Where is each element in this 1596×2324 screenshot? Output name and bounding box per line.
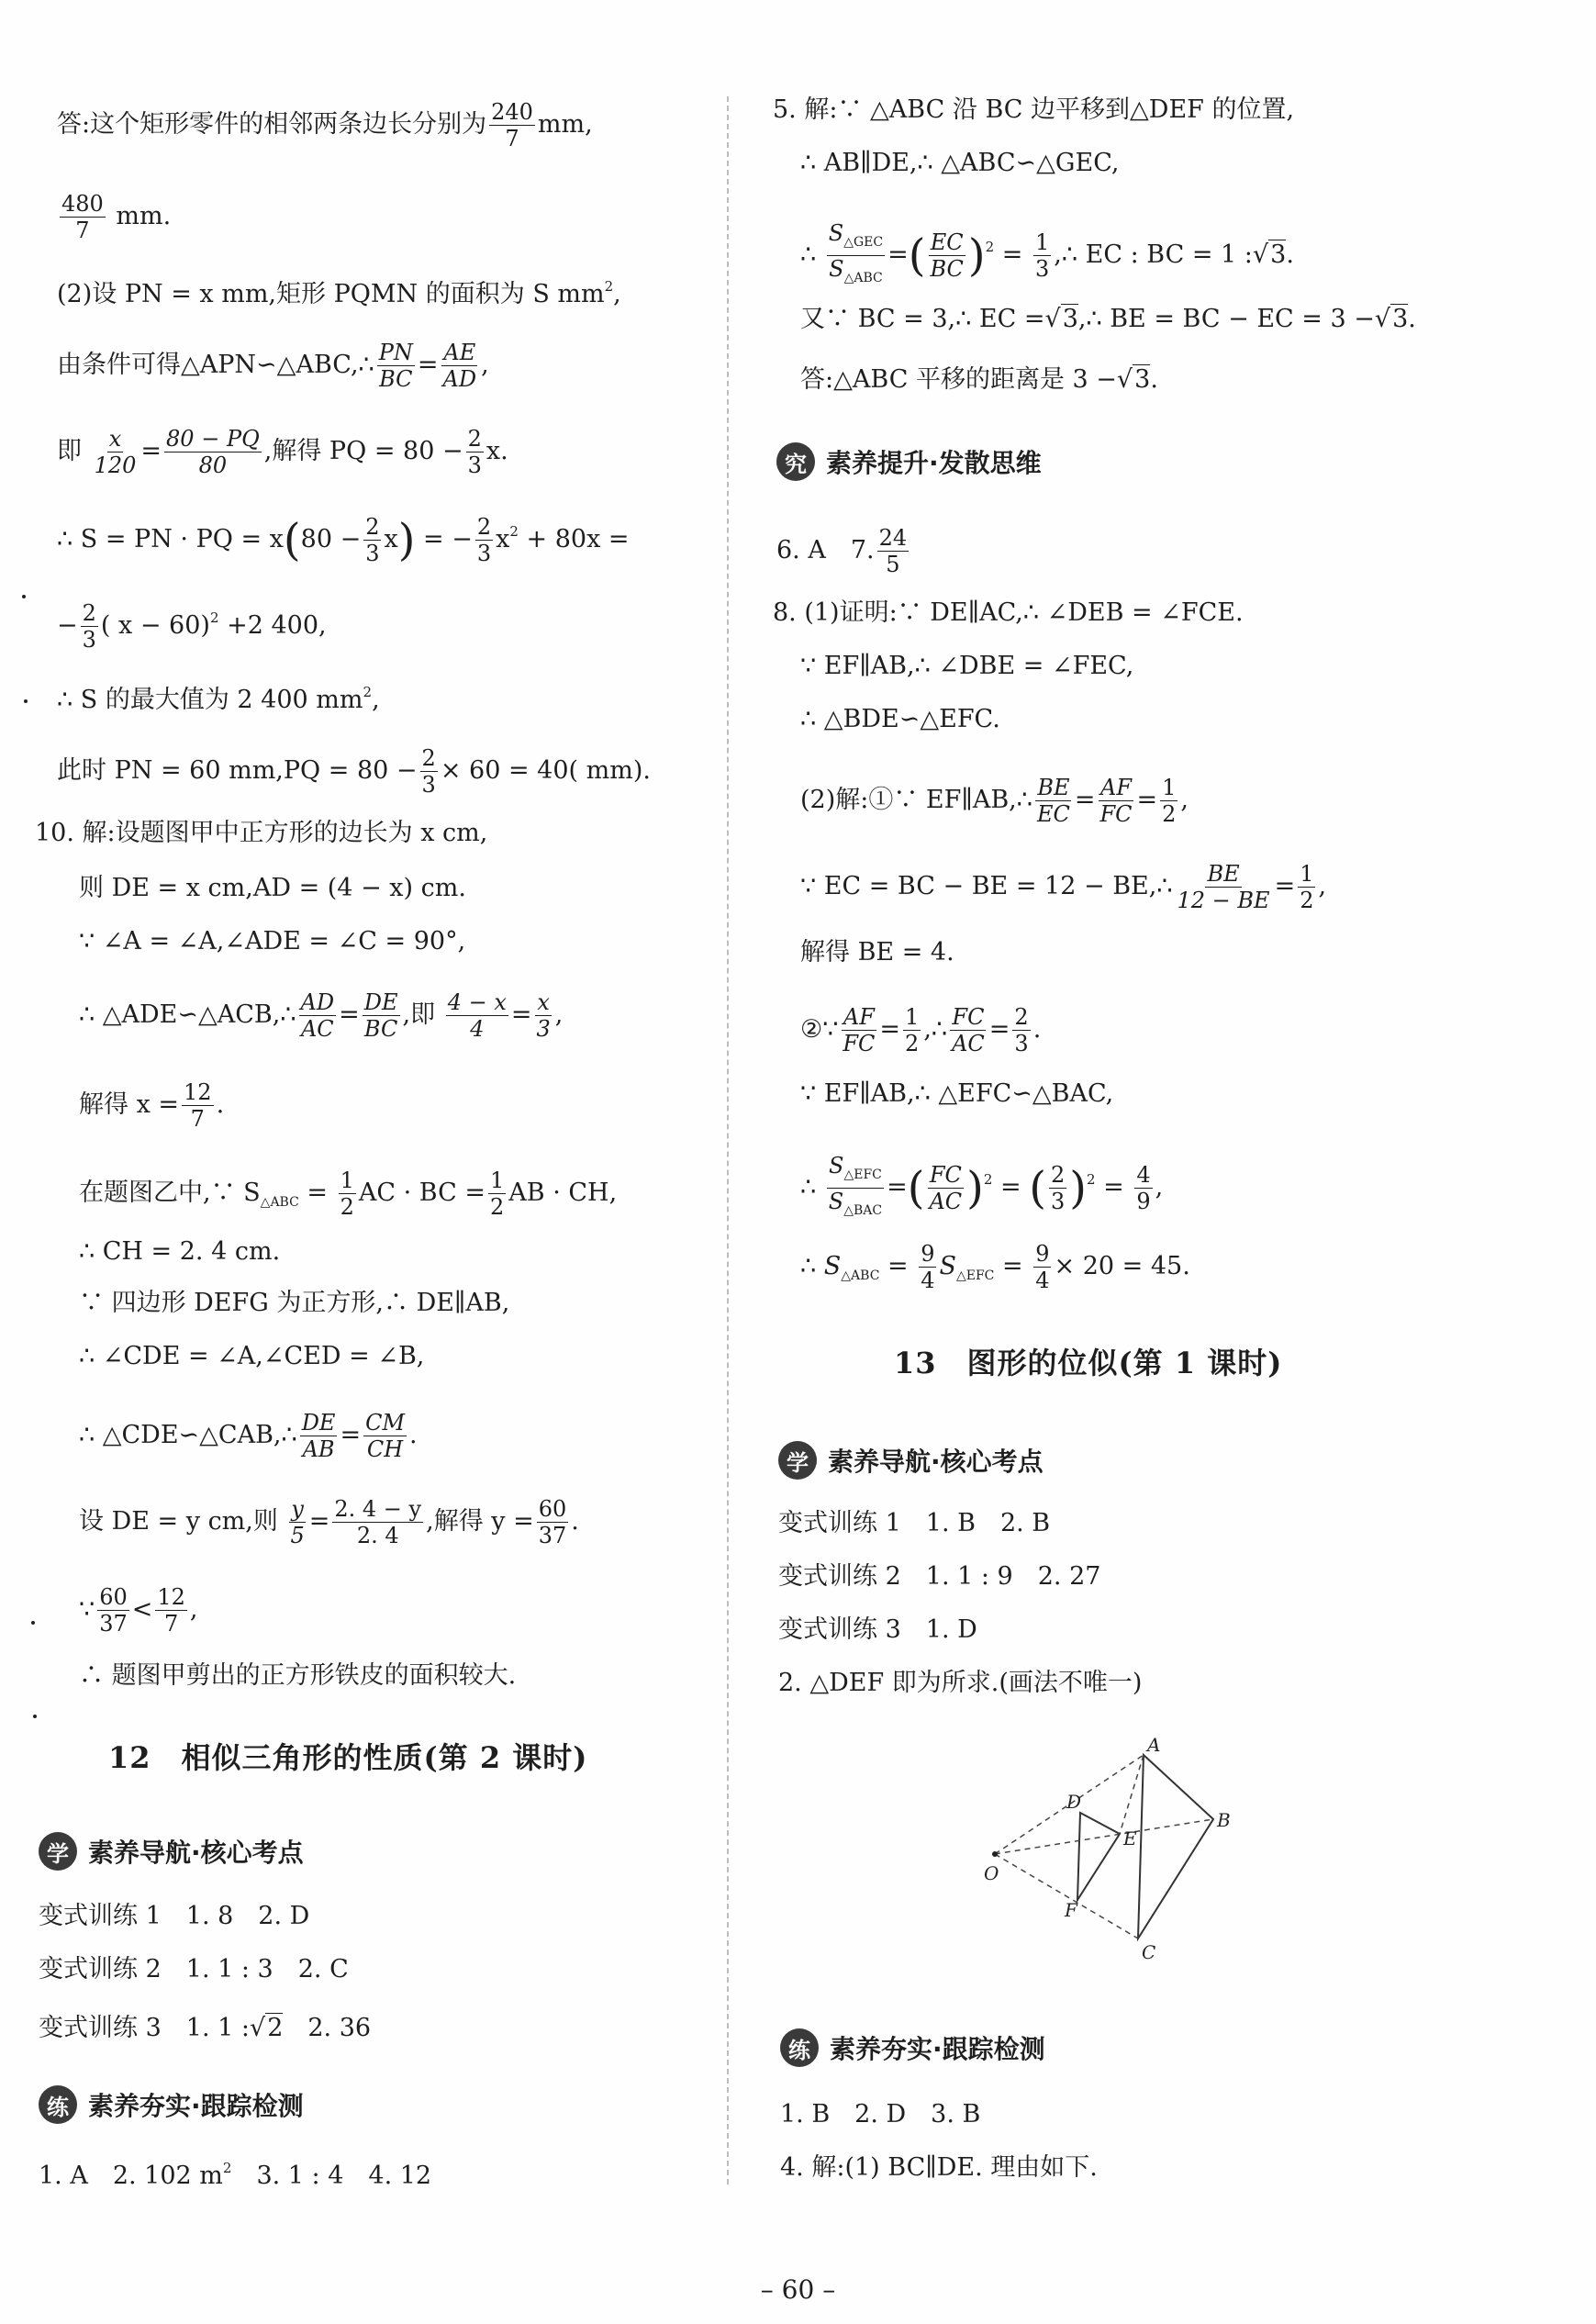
triangle-abc — [1138, 1755, 1213, 1939]
page-number: – 60 – — [760, 2274, 836, 2305]
ray-oc — [995, 1854, 1138, 1939]
solution-line: 此时 PN = 60 mm,PQ = 80 − $\frac{2}{3}$ × 60 = 40( mm). — [57, 745, 651, 798]
fraction: $\frac{240}{7}$ — [491, 99, 533, 151]
section-badge: 学 素养导航·核心考点 — [778, 1441, 1044, 1480]
drill-line: 变式训练 2 1. 1 : 9 2. 27 — [778, 1562, 1101, 1591]
answer-line: $\frac{480}{7}$ mm. — [61, 191, 172, 243]
answer-line: 2. △DEF 即为所求.(画法不唯一) — [778, 1669, 1143, 1697]
section-badge: 学 素养导航·核心考点 — [39, 1832, 304, 1871]
ray-ob — [995, 1819, 1213, 1854]
solution-line: ∴ ∠CDE = ∠A,∠CED = ∠B, — [79, 1342, 425, 1370]
label-o: O — [984, 1862, 999, 1884]
point-o — [992, 1851, 998, 1857]
answer-line: 答:这个矩形零件的相邻两条边长分别为 $\frac{240}{7}$ mm, — [57, 99, 593, 151]
solution-line: 则 DE = x cm,AD = (4 − x) cm. — [79, 874, 466, 902]
solution-line: ∴ S 的最大值为 2 400 $mm^2$, — [57, 684, 380, 714]
solution-line: ∵ EF∥AB,∴ ∠DBE = ∠FEC, — [800, 652, 1134, 680]
lian-icon: 练 — [39, 2085, 77, 2124]
drill-line: 变式训练 3 1. 1 :√2 2. 36 — [39, 2014, 372, 2042]
answer-line: 4. 解:(1) BC∥DE. 理由如下. — [780, 2153, 1098, 2182]
column-divider — [727, 96, 729, 2184]
solution-line: 即 $\frac{x}{120}$ = $\frac{80 - PQ}{80}$ ,解得 PQ = 80 − $\frac{2}{3}$ x. — [57, 426, 508, 478]
section-title-13: 13 图形的位似(第 1 课时) — [894, 1346, 1283, 1380]
solution-line: ∴ △CDE∽△CAB,∴ $\frac{DE}{AB}$ = $\frac{CM}{CH}$ . — [79, 1410, 418, 1462]
question-5: 5. 解:∵ △ABC 沿 BC 边平移到△DEF 的位置, — [773, 95, 1295, 124]
solution-line: ∴ $\frac{S_{\triangle EFC}}{S_{\triangle BAC}}$ =( $\frac{FC}{AC}$ )$^2$ = ( $\frac{2}{3}$ )$^2$ = $\frac{4}{9}$ , — [800, 1153, 1164, 1218]
triangle-def — [1077, 1813, 1120, 1900]
solution-line: ∵ $\frac{60}{37}$ < $\frac{12}{7}$ , — [79, 1584, 198, 1637]
lian-icon: 练 — [780, 2028, 819, 2067]
solution-line: ∵ 四边形 DEFG 为正方形,∴ DE∥AB, — [79, 1289, 510, 1317]
solution-line: 由条件可得△APN∽△ABC,∴ $\frac{PN}{BC}$ = $\frac{AE}{AD}$ , — [57, 340, 489, 392]
solution-line: − $\frac{2}{3}$ ( x − 60)$^2$ +2 400, — [57, 600, 327, 653]
solution-line: ∴ CH = 2. 4 cm. — [79, 1237, 281, 1266]
solution-line: ∴ $\frac{S_{\triangle GEC}}{S_{\triangle ABC}}$ =( $\frac{EC}{BC}$ )$^2$ = $\frac{1}{3}$ ,∴ EC : BC = 1 :√3. — [800, 220, 1294, 285]
homothety-figure — [975, 1734, 1231, 1964]
label-f: F — [1065, 1899, 1077, 1921]
label-e: E — [1123, 1827, 1137, 1849]
drill-line: 变式训练 1 1. B 2. B — [778, 1509, 1051, 1537]
solution-line: ∴ △ADE∽△ACB,∴ $\frac{AD}{AC}$ = $\frac{DE}{BC}$ ,即 $\frac{4 - x}{4}$ = $\frac{x}{3}$ , — [79, 989, 564, 1042]
solution-line: ∵ EF∥AB,∴ △EFC∽△BAC, — [800, 1079, 1114, 1108]
margin-mark — [31, 1621, 35, 1625]
solution-line: ∴ $S_{\triangle ABC}$ = $\frac{9}{4}$ $S_{\triangle EFC}$ = $\frac{9}{4}$ × 20 = 45. — [800, 1241, 1190, 1293]
section-badge: 练 素养夯实·跟踪检测 — [39, 2085, 304, 2124]
solution-line: 在题图乙中,∵ $S_{\triangle ABC}$ = $\frac{1}{2}$ AC · BC = $\frac{1}{2}$ AB · CH, — [79, 1168, 618, 1220]
question-8: 8. (1)证明:∵ DE∥AC,∴ ∠DEB = ∠FCE. — [773, 598, 1244, 627]
answer-line: 1. B 2. D 3. B — [780, 2100, 981, 2128]
solution-line: ∴ AB∥DE,∴ △ABC∽△GEC, — [800, 149, 1120, 177]
solution-line: 解得 x = $\frac{12}{7}$ . — [79, 1079, 225, 1132]
solution-line: (2)解:①∵ EF∥AB,∴ $\frac{BE}{EC}$ = $\frac{AF}{FC}$ = $\frac{1}{2}$ , — [800, 775, 1189, 827]
drill-line: 变式训练 3 1. D — [778, 1615, 977, 1644]
margin-mark — [33, 1715, 37, 1718]
label-a: A — [1147, 1734, 1161, 1756]
solution-line: ∴ △BDE∽△EFC. — [800, 705, 1000, 733]
section-badge: 究 素养提升·发散思维 — [776, 442, 1042, 481]
margin-mark — [24, 699, 28, 703]
xue-icon: 学 — [778, 1441, 817, 1480]
label-c: C — [1142, 1941, 1156, 1963]
solution-line: 解得 BE = 4. — [800, 938, 954, 966]
solution-line: 设 DE = y cm,则 $\frac{y}{5}$ = $\frac{2. 4 - y}{2. 4}$ ,解得 y = $\frac{60}{37}$ . — [79, 1496, 579, 1548]
section-badge: 练 素养夯实·跟踪检测 — [780, 2028, 1045, 2067]
question-10: 10. 解:设题图甲中正方形的边长为 x cm, — [35, 819, 488, 847]
drill-line: 变式训练 2 1. 1 : 3 2. C — [39, 1955, 349, 1983]
margin-mark — [22, 595, 26, 598]
label-d: D — [1066, 1791, 1082, 1813]
solution-line: ②∵ $\frac{AF}{FC}$ = $\frac{1}{2}$ ,∴ $\frac{FC}{AC}$ = $\frac{2}{3}$ . — [800, 1004, 1042, 1056]
answer-line: 6. A 7. $\frac{24}{5}$ — [776, 525, 908, 577]
solution-line: (2)设 PN = x mm,矩形 PQMN 的面积为 S $mm^2$, — [57, 278, 621, 308]
xue-icon: 学 — [39, 1832, 77, 1871]
label-b: B — [1217, 1809, 1231, 1831]
solution-line: ∴ 题图甲剪出的正方形铁皮的面积较大. — [79, 1661, 517, 1690]
section-title-12: 12 相似三角形的性质(第 2 课时) — [108, 1740, 588, 1775]
answer-line: 1. A 2. 102 $m^2$ 3. 1 : 4 4. 12 — [39, 2160, 432, 2190]
solution-line: ∵ EC = BC − BE = 12 − BE,∴ $\frac{BE}{12 - BE}$ = $\frac{1}{2}$ , — [800, 861, 1327, 913]
solution-line: 答:△ABC 平移的距离是 3 −√3. — [800, 365, 1158, 394]
fraction: $\frac{480}{7}$ — [61, 191, 104, 243]
solution-line: 又∵ BC = 3,∴ EC =√3,∴ BE = BC − EC = 3 −√3. — [800, 305, 1416, 333]
segment-ae — [1120, 1755, 1144, 1834]
solution-line: ∵ ∠A = ∠A,∠ADE = ∠C = 90°, — [79, 927, 466, 955]
jiu-icon: 究 — [776, 442, 815, 481]
drill-line: 变式训练 1 1. 8 2. D — [39, 1902, 310, 1930]
solution-line: ∴ S = PN · PQ = x(80 − $\frac{2}{3}$ x) = − $\frac{2}{3}$ $x^2 + 80x$ = — [57, 514, 630, 566]
